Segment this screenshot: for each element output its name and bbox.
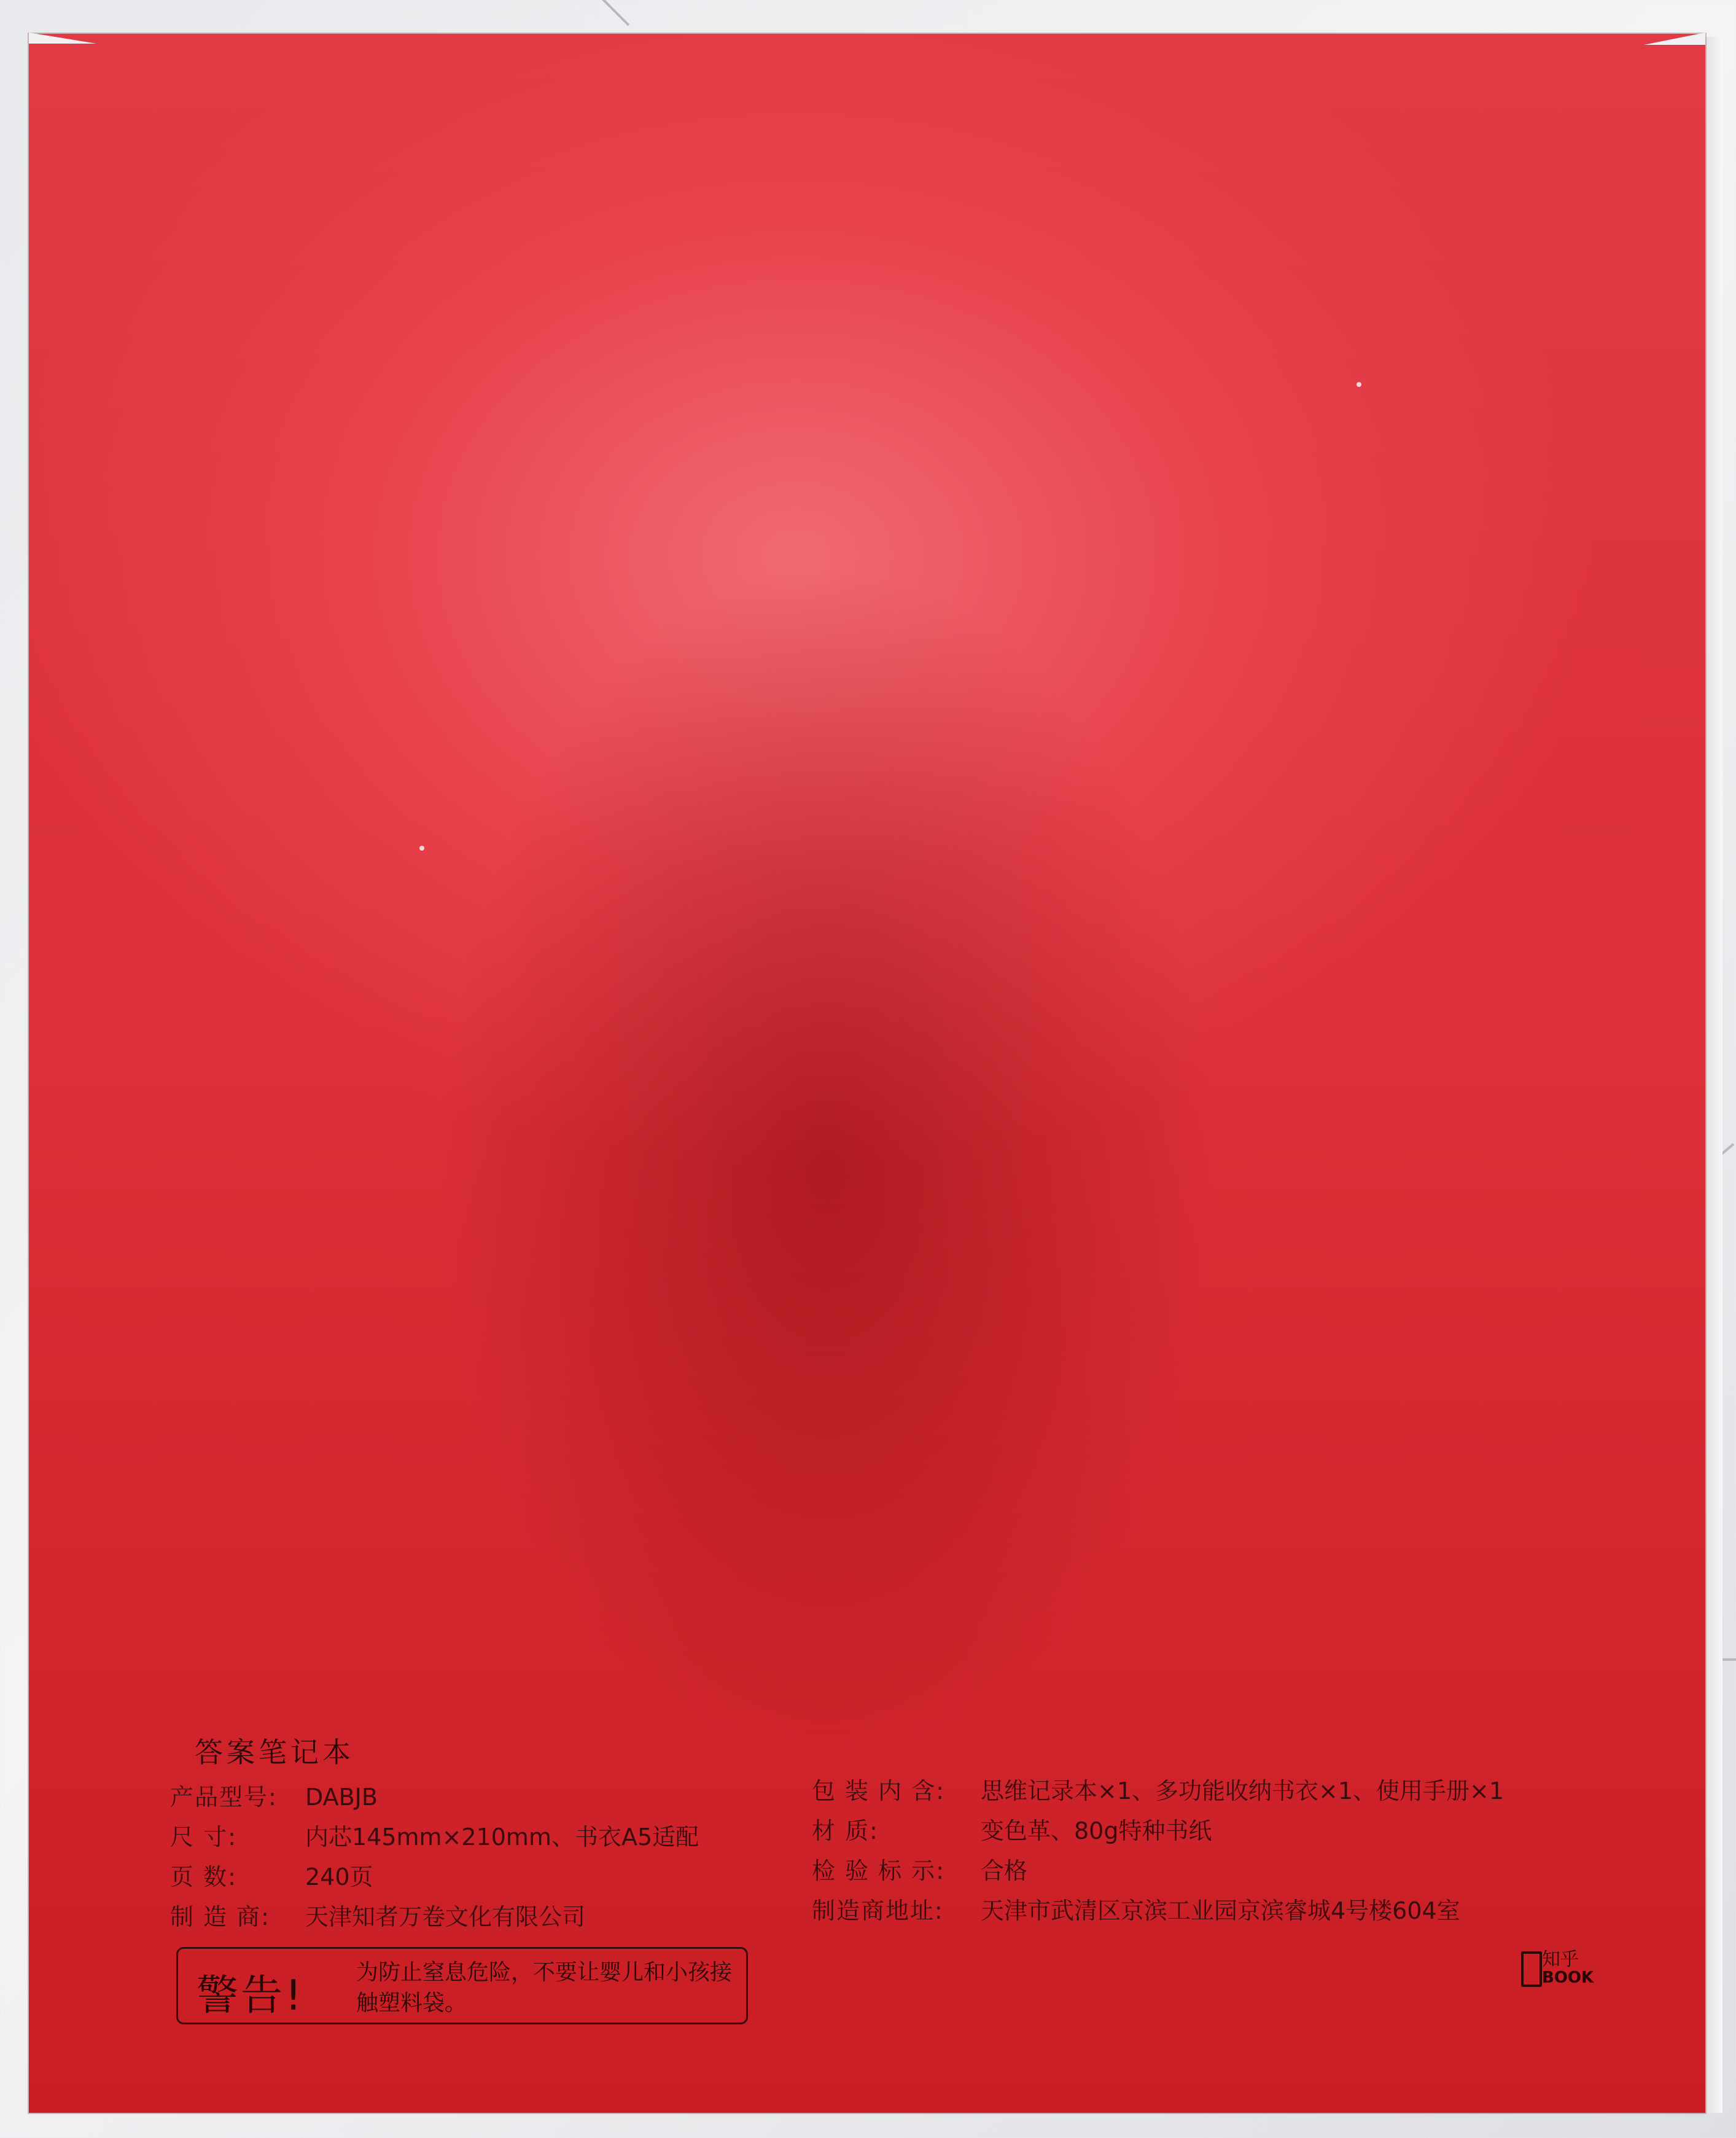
spec-row-address xyxy=(812,1892,1460,1929)
spec-row-pages xyxy=(170,1858,373,1895)
spec-value: 240页 xyxy=(305,1863,373,1890)
box-flap-top-left xyxy=(29,33,96,44)
spec-value: 思维记录本×1、多功能收纳书衣×1、使用手册×1 xyxy=(981,1777,1504,1804)
spec-label: 包 装 内 含: xyxy=(812,1777,946,1804)
spec-label: 检 验 标 示: xyxy=(812,1857,946,1884)
spec-value: 变色革、80g特种书纸 xyxy=(981,1817,1212,1844)
spec-row-material xyxy=(812,1812,1212,1849)
spec-value: 天津市武清区京滨工业园京滨睿城4号楼604室 xyxy=(981,1897,1460,1924)
spec-value: 内芯145mm×210mm、书衣A5适配 xyxy=(305,1824,699,1851)
spec-row-size xyxy=(170,1818,699,1855)
spec-row-model xyxy=(170,1778,378,1815)
spec-label: 产品型号: xyxy=(170,1784,278,1811)
spec-row-inspection xyxy=(812,1852,1027,1889)
book-icon xyxy=(1521,1951,1542,1987)
spec-label: 制造商地址: xyxy=(812,1897,944,1924)
product-box-back xyxy=(29,34,1705,2113)
spec-row-package xyxy=(812,1772,1504,1809)
product-title: 答案笔记本 xyxy=(195,1736,354,1769)
spec-label: 材 质: xyxy=(812,1817,879,1844)
warning-text: 为防止窒息危险，不要让婴儿和小孩接触塑料袋。 xyxy=(356,1960,733,2016)
spec-value: 合格 xyxy=(981,1857,1028,1884)
spec-value: DABJB xyxy=(305,1784,378,1811)
spec-row-manufacturer xyxy=(170,1898,585,1935)
spec-label: 尺 寸: xyxy=(170,1824,237,1851)
spec-label: 页 数: xyxy=(170,1863,237,1890)
warning-title: 警告! xyxy=(197,1972,305,2020)
box-flap-top-right xyxy=(1644,33,1705,45)
dust-speck xyxy=(419,846,424,851)
warning-box xyxy=(176,1947,748,2024)
spec-value: 天津知者万卷文化有限公司 xyxy=(305,1903,586,1930)
spec-label: 制 造 商: xyxy=(170,1903,270,1930)
dust-speck xyxy=(1356,382,1361,387)
floor-tile-seam xyxy=(602,0,629,26)
logo-name-zh: 知乎 xyxy=(1542,1949,1579,1970)
logo-name-en: BOOK xyxy=(1542,1968,1594,1987)
zhihu-book-logo xyxy=(1521,1944,1594,1993)
